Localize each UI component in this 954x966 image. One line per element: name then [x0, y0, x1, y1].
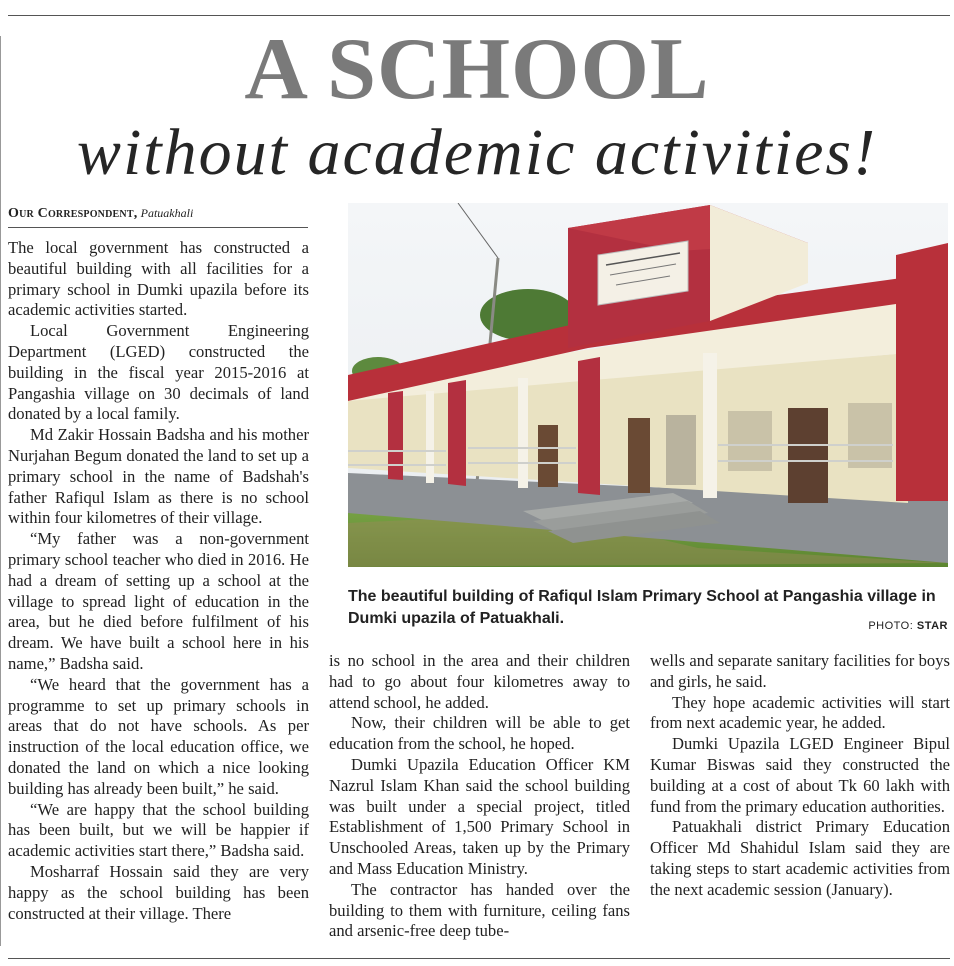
- article-column-1: [8, 238, 309, 924]
- byline-name: Our Correspondent,: [8, 206, 138, 221]
- paragraph: Local Government Engineering Department (LGED) constructed the building in the fiscal year 2015-2016 at Pangashia village on 30 decimals of land donated by a local family.: [8, 321, 309, 424]
- paragraph: “We heard that the government has a programme to set up primary schools in areas that do not have schools. As per instruction of the local education office, we donated the land on which a nice looking building has already been built,” he said.: [8, 674, 309, 798]
- pillar: [578, 357, 600, 495]
- photo-credit: [868, 620, 948, 632]
- paragraph: “We are happy that the school building has been built, but we will be happier if academic activities start there,” Badsha said.: [8, 799, 309, 861]
- pillar: [448, 380, 466, 486]
- article-column-2: [329, 651, 630, 942]
- subheadline: without academic activities!: [76, 116, 878, 189]
- headline: A SCHOOL: [244, 21, 710, 118]
- pillar: [388, 391, 403, 480]
- bottom-rule: [8, 958, 950, 959]
- paragraph: Dumki Upazila Education Officer KM Nazrul Islam Khan said the school building was built under a special project, titled Establishment of 1,500 Primary School in Unschooled Areas, taken up by the Primary and Mass Education Ministry.: [329, 754, 630, 878]
- paragraph: is no school in the area and their children had to go about four kilometres away to attend school, he added.: [329, 651, 630, 712]
- photo-credit-label: PHOTO:: [868, 620, 914, 632]
- top-rule: [8, 15, 950, 16]
- byline: [8, 205, 308, 228]
- paragraph: They hope academic activities will start from next academic year, he added.: [650, 692, 950, 733]
- door: [538, 425, 558, 487]
- photo-caption: The beautiful building of Rafiqul Islam Primary School at Pangashia village in Dumki upazila of Patuakhali.: [348, 588, 936, 627]
- door: [788, 408, 828, 503]
- right-pillar: [896, 243, 948, 501]
- white-column: [518, 378, 528, 488]
- photo-credit-source: STAR: [916, 620, 948, 632]
- paragraph: Md Zakir Hossain Badsha and his mother Nurjahan Begum donated the land to set up a primary school in the name of Badshah's father Rafiqul Islam as there is no school within four kilometres of their village.: [8, 425, 309, 528]
- white-column: [426, 391, 434, 483]
- window-grille: [666, 415, 696, 485]
- paragraph: Mosharraf Hossain said they are very happy as the school building has been constructed at their village. There: [8, 861, 309, 923]
- paragraph: Patuakhali district Primary Education Officer Md Shahidul Islam said they are taking steps to start academic activities from the next academic session (January).: [650, 817, 950, 899]
- paragraph: wells and separate sanitary facilities for boys and girls, he said.: [650, 651, 950, 691]
- school-building-photo: [348, 203, 948, 567]
- byline-place: Patuakhali: [140, 206, 194, 220]
- door: [628, 418, 650, 493]
- window-grille: [848, 403, 892, 468]
- paragraph: Now, their children will be able to get education from the school, he hoped.: [329, 713, 630, 754]
- paragraph: The contractor has handed over the building to them with furniture, ceiling fans and arsenic-free deep tube-: [329, 879, 630, 941]
- white-column: [703, 353, 717, 498]
- paragraph: Dumki Upazila LGED Engineer Bipul Kumar Biswas said they constructed the building at a cost of about Tk 60 lakh with fund from the primary education authorities.: [650, 734, 950, 816]
- paragraph: The local government has constructed a beautiful building with all facilities for a primary school in Dumki upazila before its academic activities started.: [8, 238, 309, 320]
- article-column-3: [650, 651, 950, 901]
- paragraph: “My father was a non-government primary school teacher who died in 2016. He had a dream of setting up a school at the village to spread light of education in the area, but he died before fulfilment of his dream. We have built a school here in his name,” Badsha said.: [8, 529, 309, 673]
